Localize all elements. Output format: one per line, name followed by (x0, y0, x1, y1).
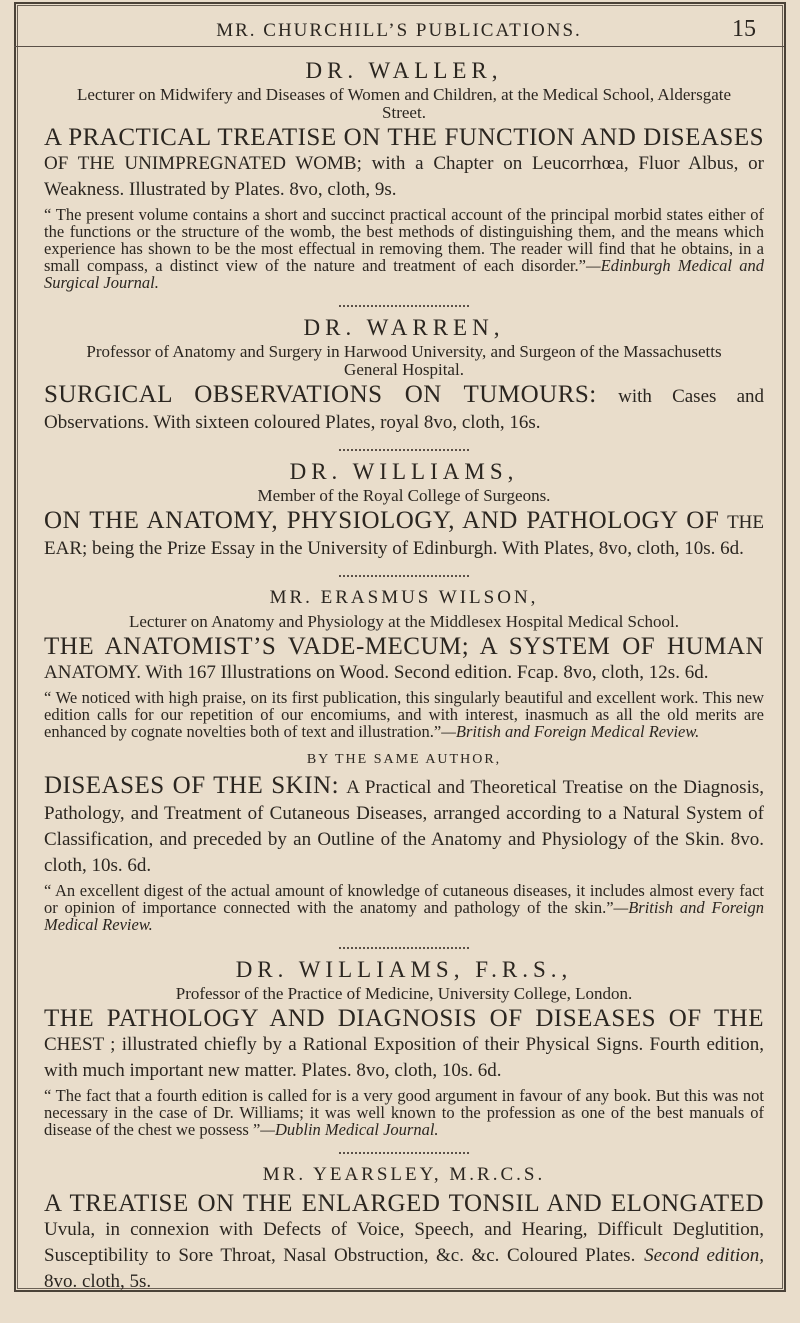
author-description: Member of the Royal College of Surgeons. (257, 486, 551, 505)
divider (44, 299, 764, 309)
same-author-heading: BY THE SAME AUTHOR, (306, 752, 502, 767)
entry-warren (44, 315, 764, 435)
author-heading: MR. YEARSLEY, M.R.C.S. (262, 1164, 546, 1185)
divider (44, 443, 764, 453)
review-quote: “ We noticed with high praise, on its first publication, this singularly beautiful and excellent work. This new edition calls for our repetition of our encomiums, and with interest, inasmuch as all the old merits are enhanced by cognate novelties both of text and illustration.”—British and Foreign Medical Review. (44, 688, 764, 741)
entry-erasmus-wilson (44, 585, 764, 933)
divider (44, 1146, 764, 1156)
entry-williams-frs (44, 957, 764, 1138)
author-heading: DR. WARREN, (303, 315, 505, 340)
catalogue-content (44, 58, 764, 1294)
book-title: SURGICAL OBSERVATIONS ON TUMOURS: with Cases and Observations. With sixteen coloured Plates, royal 8vo, cloth, 16s. (44, 381, 765, 433)
review-quote: “ An excellent digest of the actual amount of knowledge of cutaneous diseases, it includes almost every fact or opinion of importance connected with the anatomy and pathology of the skin.”—British and Foreign Medical Review. (44, 881, 765, 934)
book-title: THE ANATOMIST’S VADE-MECUM; A SYSTEM OF HUMAN ANATOMY. With 167 Illustrations on Wood. Second edition. Fcap. 8vo, cloth, 12s. 6d. (44, 633, 764, 683)
divider (44, 569, 764, 579)
review-quote: “ The present volume contains a short and succinct practical account of the principal morbid states either of the functions or the structure of the womb, the best methods of distinguishing them, and the means which experience has shown to be the most effectual in removing them. The reader will find that he obtains, in a small compass, a distinct view of the nature and treatment of each disorder.”—Edinburgh Medical and Surgical Journal. (44, 205, 764, 292)
entry-williams (44, 459, 764, 561)
book-title: ON THE ANATOMY, PHYSIOLOGY, AND PATHOLOGY OF THE EAR; being the Prize Essay in the University of Edinburgh. With Plates, 8vo, cloth, 10s. 6d. (44, 507, 765, 559)
running-title: MR. CHURCHILL’S PUBLICATIONS. (216, 20, 582, 41)
book-title: THE PATHOLOGY AND DIAGNOSIS OF DISEASES OF THE CHEST ; illustrated chiefly by a Rational Exposition of their Physical Signs. Fourth edition, with much important new matter. Plates. 8vo, cloth, 10s. 6d. (44, 1005, 764, 1081)
book-title: A TREATISE ON THE ENLARGED TONSIL AND ELONGATED Uvula, in connexion with Defects of Voice, Speech, and Hearing, Difficult Deglutition, Susceptibility to Sore Throat, Nasal Obstruction, &c. &c. Coloured Plates. Second edition, 8vo. cloth, 5s. (44, 1190, 765, 1292)
entry-yearsley (44, 1162, 764, 1294)
book-title: DISEASES OF THE SKIN: A Practical and Theoretical Treatise on the Diagnosis, Pathology, and Treatment of Cutaneous Diseases, arranged according to a Natural System of Classification, and preceded by an Outline of the Anatomy and Physiology of the Skin. 8vo. cloth, 10s. 6d. (44, 772, 764, 876)
review-quote: “ The fact that a fourth edition is called for is a very good argument in favour of any book. But this was not necessary in the case of Dr. Williams; it was well known to the profession as one of the best manuals of disease of the chest we possess ”—Dublin Medical Journal. (44, 1086, 764, 1139)
author-description: Lecturer on Midwifery and Diseases of Women and Children, at the Medical School, Aldersgate Street. (76, 85, 732, 122)
author-heading: DR. WILLIAMS, F.R.S., (235, 957, 573, 982)
running-header (14, 6, 784, 47)
author-heading: DR. WALLER, (305, 58, 503, 83)
author-heading: MR. ERASMUS WILSON, (269, 587, 539, 608)
divider (44, 941, 764, 951)
page-number: 15 (732, 16, 756, 42)
book-title: A PRACTICAL TREATISE ON THE FUNCTION AND DISEASES OF THE UNIMPREGNATED WOMB; with a Chapter on Leucorrhœa, Fluor Albus, or Weakness. Illustrated by Plates. 8vo, cloth, 9s. (44, 124, 764, 200)
author-description: Professor of the Practice of Medicine, University College, London. (175, 984, 633, 1003)
author-description: Lecturer on Anatomy and Physiology at the Middlesex Hospital Medical School. (128, 612, 680, 631)
author-description: Professor of Anatomy and Surgery in Harwood University, and Surgeon of the Massachusetts General Hospital. (86, 342, 722, 379)
entry-waller (44, 58, 764, 291)
author-heading: DR. WILLIAMS, (289, 459, 519, 484)
